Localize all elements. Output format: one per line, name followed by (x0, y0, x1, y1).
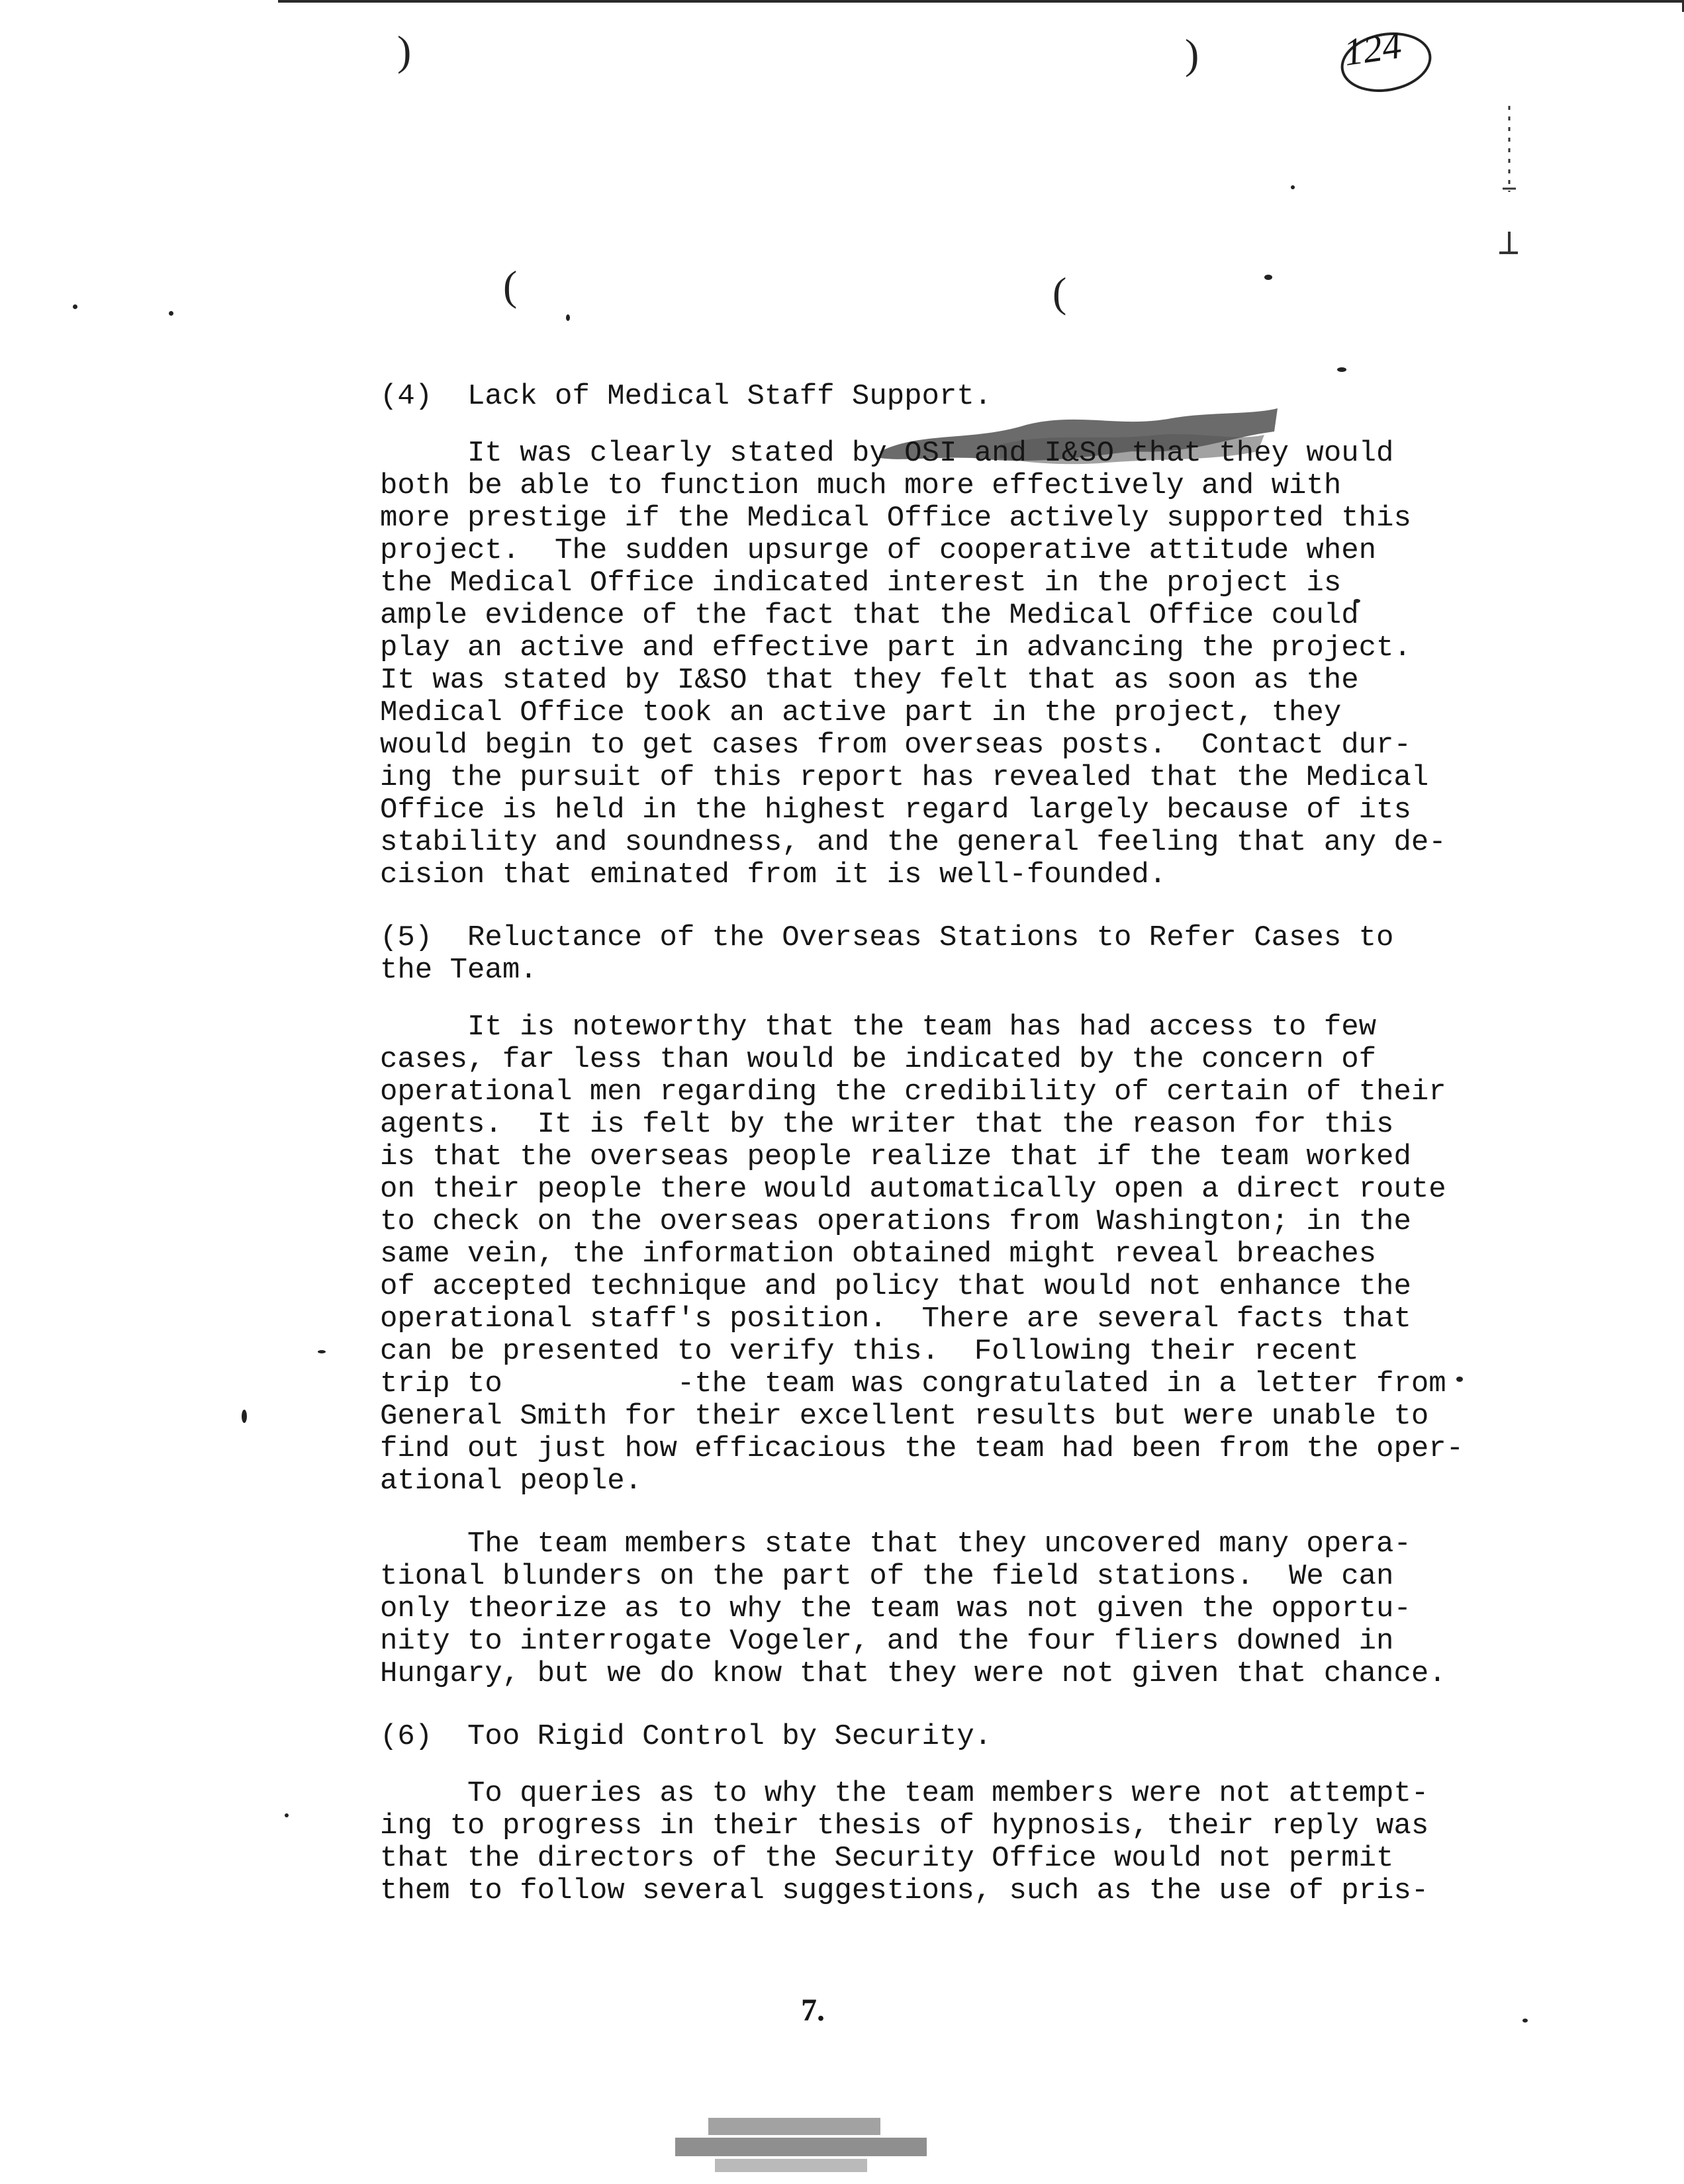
text-line: both be able to function much more effectively and with (380, 469, 1342, 502)
text-line: operational men regarding the credibility of certain of their (380, 1075, 1446, 1109)
scan-speck (566, 314, 570, 321)
paragraph-operational-blunders (380, 1527, 1446, 1690)
scan-speck (242, 1410, 247, 1423)
text-line: on their people there would automatically open a direct route (380, 1173, 1446, 1206)
hole-punch-mark: ( (1052, 269, 1067, 316)
scan-speck (73, 304, 77, 309)
text-line: ing the pursuit of this report has revealed that the Medical (380, 761, 1429, 794)
text-line: operational staff's position. There are several facts that (380, 1302, 1411, 1336)
text-line: Medical Office took an active part in the project, they (380, 696, 1342, 729)
text-line: It was clearly stated by OSI and I&SO that they would (380, 437, 1394, 470)
text-line: to check on the overseas operations from Washington; in the (380, 1205, 1411, 1238)
page-number: 7. (801, 1993, 825, 2028)
text-line: cision that eminated from it is well-founded. (380, 858, 1167, 891)
scan-speck (1337, 367, 1346, 372)
section-heading-overseas-stations: (5) Reluctance of the Overseas Stations to Refer Cases to the Team. (380, 921, 1394, 987)
text-line: play an active and effective part in advancing the project. (380, 631, 1411, 664)
text-line: is that the overseas people realize that if the team worked (380, 1140, 1411, 1173)
paragraph-overseas-cases (380, 1011, 1464, 1498)
text-line: same vein, the information obtained might reveal breaches (380, 1238, 1377, 1271)
scan-speck (1291, 185, 1295, 189)
scan-speck (285, 1813, 289, 1817)
text-line: Office is held in the highest regard largely because of its (380, 794, 1411, 827)
text-line: trip to -the team was congratulated in a letter from (380, 1367, 1446, 1400)
section-heading-rigid-control: (6) Too Rigid Control by Security. (380, 1720, 992, 1753)
section-heading-medical-staff: (4) Lack of Medical Staff Support. (380, 380, 992, 413)
text-line: cases, far less than would be indicated by the concern of (380, 1043, 1377, 1076)
text-line: the Medical Office indicated interest in the project is (380, 567, 1342, 600)
hole-punch-mark: ) (1185, 30, 1199, 77)
text-line: General Smith for their excellent results but were unable to (380, 1400, 1429, 1433)
text-line: can be presented to verify this. Following their recent (380, 1335, 1359, 1368)
text-line: It was stated by I&SO that they felt that as soon as the (380, 664, 1359, 697)
classification-stamp-smudge (669, 2111, 933, 2177)
hole-punch-mark: ( (503, 262, 518, 309)
text-line: nity to interrogate Vogeler, and the four fliers downed in (380, 1625, 1394, 1658)
text-line: more prestige if the Medical Office actively supported this (380, 502, 1411, 535)
text-line: agents. It is felt by the writer that the reason for this (380, 1108, 1394, 1141)
margin-tick-marks (1499, 106, 1519, 258)
scan-speck (318, 1350, 326, 1353)
text-line: ample evidence of the fact that the Medical Office could (380, 599, 1359, 632)
scan-speck (1522, 2019, 1528, 2023)
text-line: To queries as to why the team members were not attempt- (380, 1777, 1429, 1810)
paragraph-medical-staff (380, 437, 1446, 891)
document-body (380, 380, 1464, 1938)
paragraph-security-control (380, 1777, 1429, 1907)
text-line: them to follow several suggestions, such as the use of pris- (380, 1874, 1429, 1907)
scan-speck (1456, 1377, 1463, 1382)
page-top-border (278, 0, 1684, 3)
text-line: project. The sudden upsurge of cooperative attitude when (380, 534, 1377, 567)
text-line: of accepted technique and policy that would not enhance the (380, 1270, 1411, 1303)
text-line: would begin to get cases from overseas posts. Contact dur- (380, 729, 1411, 762)
text-line: stability and soundness, and the general feeling that any de- (380, 826, 1446, 859)
text-line: Hungary, but we do know that they were not given that chance. (380, 1657, 1446, 1690)
hole-punch-mark: ) (397, 27, 412, 74)
scan-speck (169, 311, 173, 316)
text-line: only theorize as to why the team was not given the opportu- (380, 1592, 1411, 1625)
scan-speck (1264, 275, 1272, 280)
text-line: It is noteworthy that the team has had access to few (380, 1011, 1377, 1044)
text-line: The team members state that they uncovered many opera- (380, 1527, 1411, 1561)
text-line: find out just how efficacious the team had been from the oper- (380, 1432, 1464, 1465)
text-line: ing to progress in their thesis of hypnosis, their reply was (380, 1809, 1429, 1843)
text-line: ational people. (380, 1465, 643, 1498)
text-line: tional blunders on the part of the field stations. We can (380, 1560, 1394, 1593)
folio-number: 124 (1340, 23, 1405, 74)
text-line: that the directors of the Security Office would not permit (380, 1842, 1394, 1875)
